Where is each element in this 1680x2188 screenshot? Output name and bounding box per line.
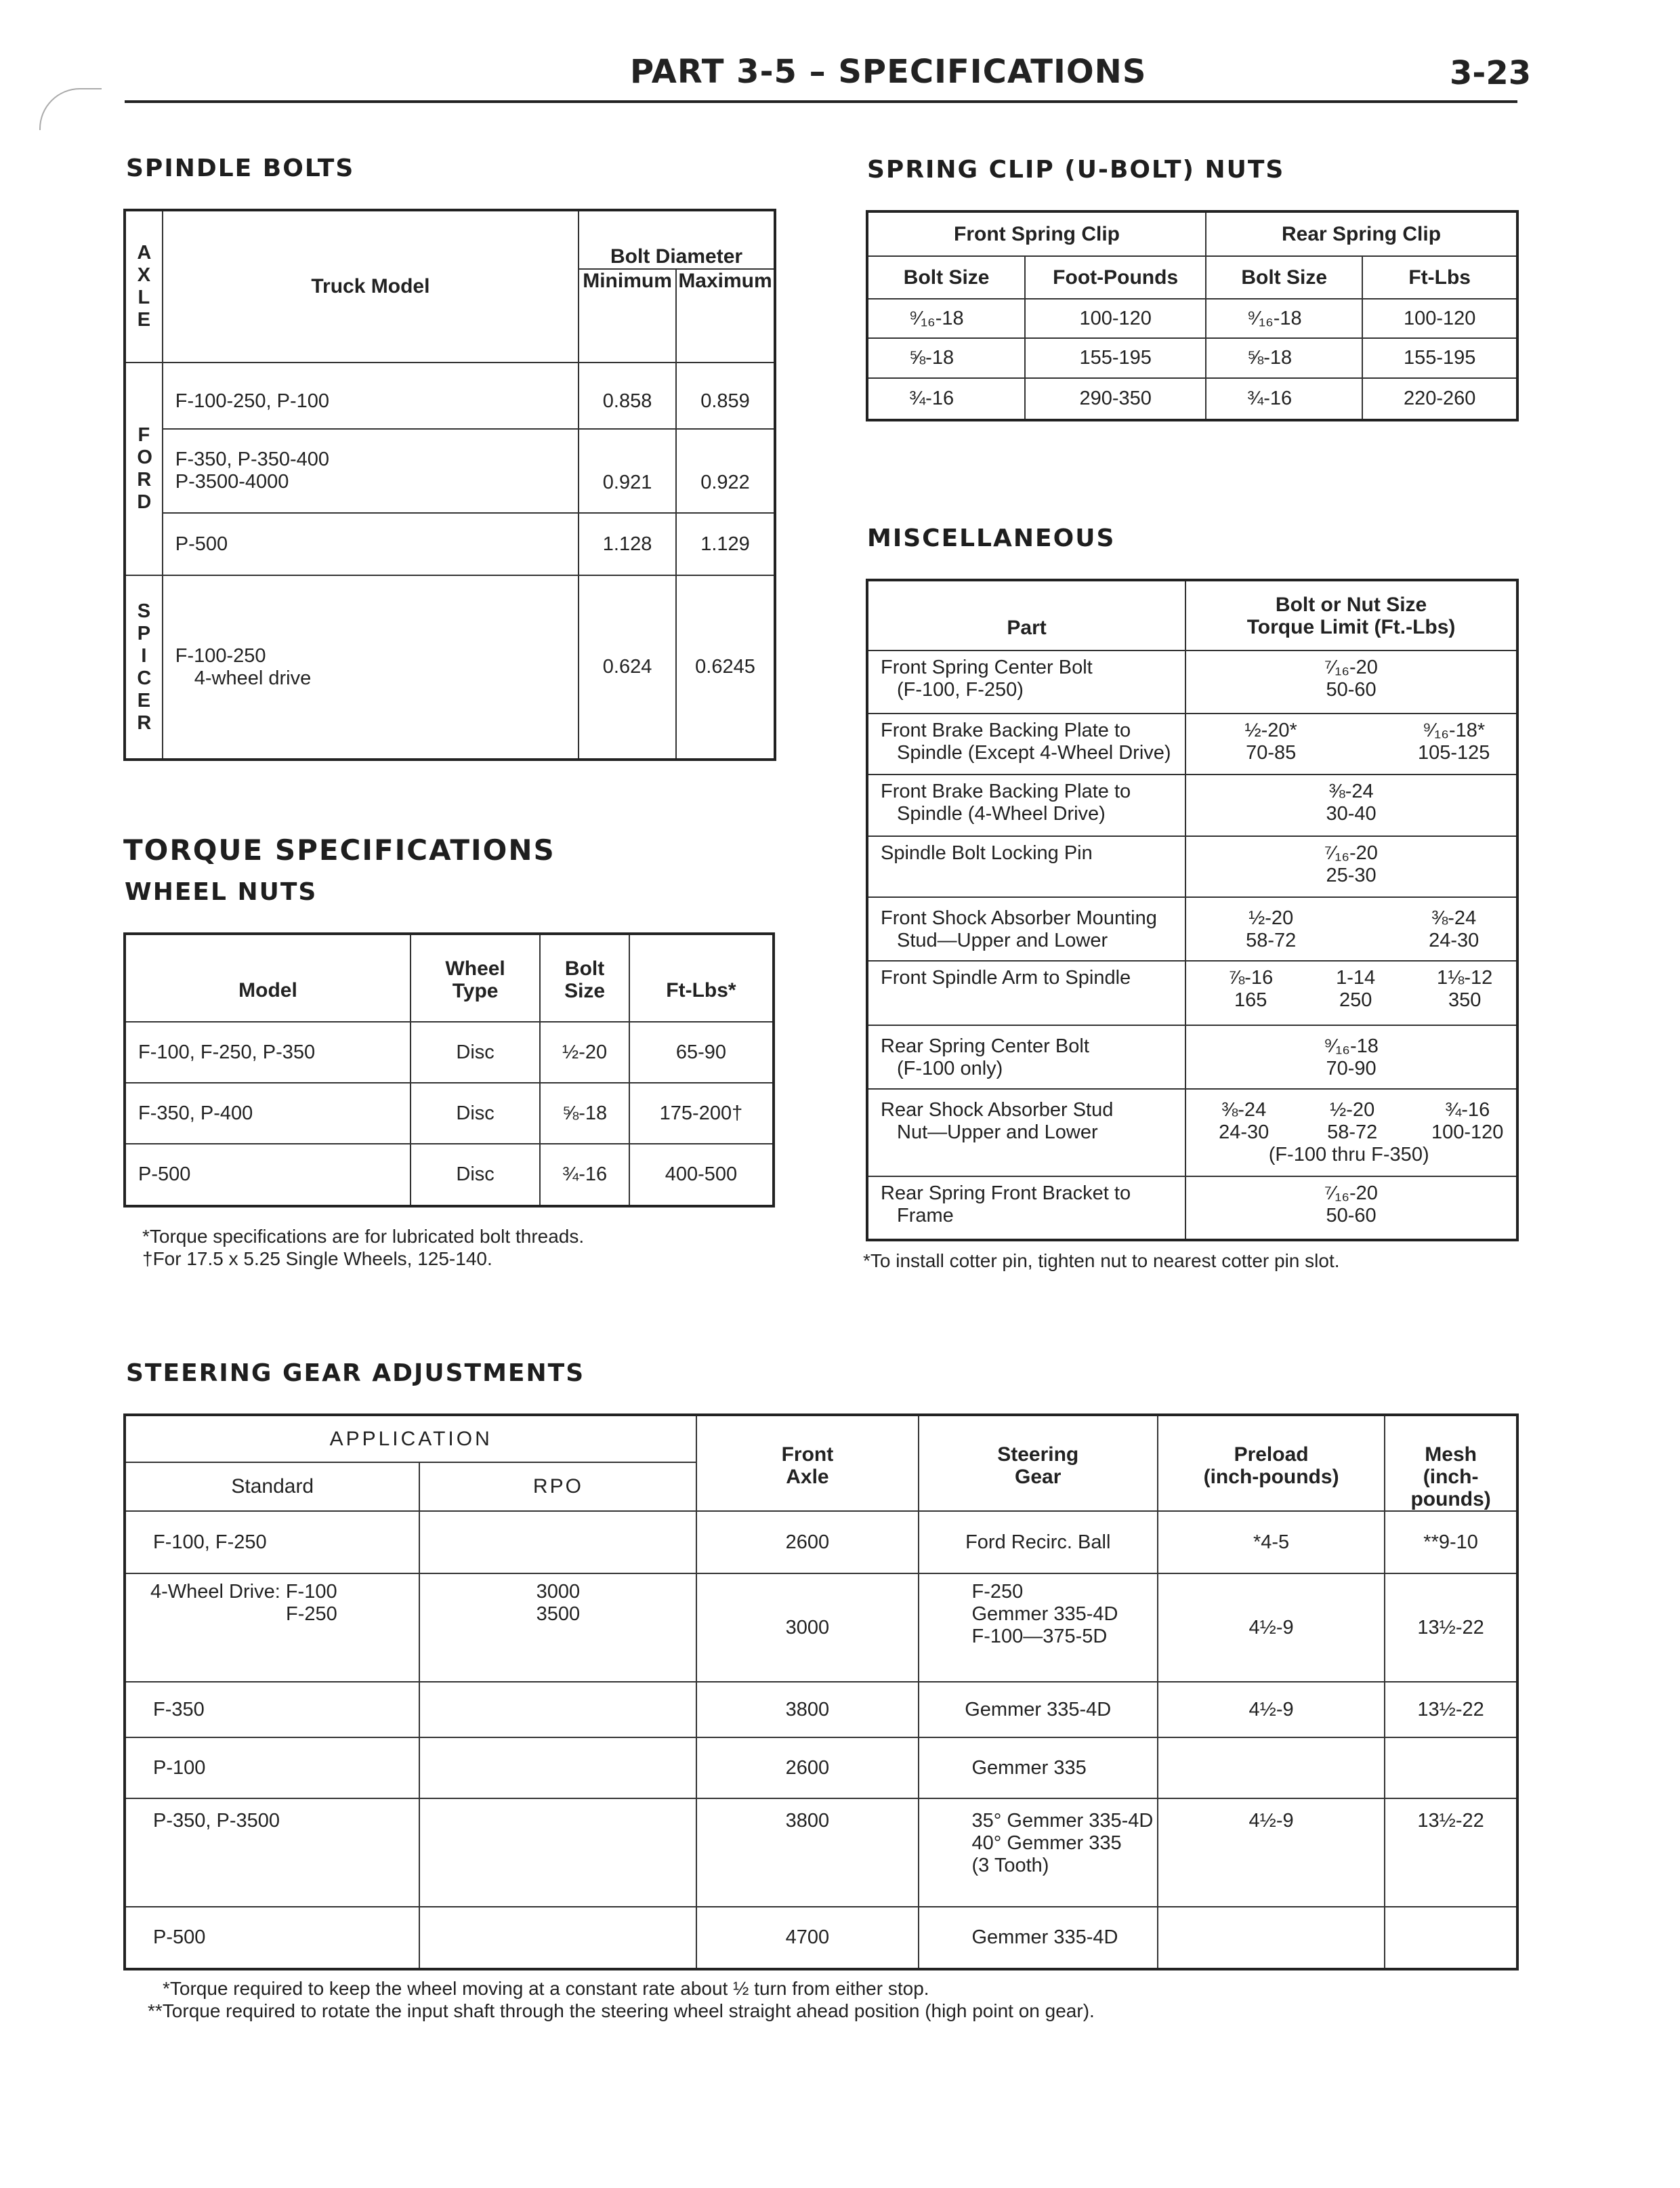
size-value: ⅞-16	[1228, 967, 1274, 989]
misc-part	[867, 651, 1185, 713]
header-line: Gear	[1015, 1466, 1062, 1488]
model-line: P-3500-4000	[175, 471, 289, 493]
size-value: ⁷⁄₁₆-20	[1324, 1182, 1378, 1204]
size-value: ⁷⁄₁₆-20	[1324, 842, 1378, 864]
miscellaneous-table	[866, 579, 1519, 1241]
part-line: Spindle Bolt Locking Pin	[881, 842, 1093, 864]
page-header-title: PART 3-5 – SPECIFICATIONS	[630, 53, 1147, 91]
part-line: Nut—Upper and Lower	[897, 1121, 1098, 1143]
header-line: Front	[781, 1443, 834, 1466]
steering-mesh: 13½-22	[1385, 1573, 1517, 1682]
page-number: 3-23	[1450, 54, 1532, 92]
steering-axle: 3800	[696, 1798, 918, 1907]
front-bolt-size: ⅝-18	[867, 338, 1025, 377]
misc-part	[867, 714, 1185, 775]
front-foot-pounds: 100-120	[1025, 299, 1206, 338]
misc-size	[1185, 1176, 1517, 1240]
mesh-header	[1385, 1415, 1517, 1511]
part-line: Rear Shock Absorber Stud	[881, 1099, 1114, 1121]
misc-size	[1185, 775, 1517, 835]
truck-model-header: Truck Model	[163, 210, 579, 363]
spindle-row-max: 1.129	[676, 513, 775, 575]
spicer-label: SPICER	[137, 600, 152, 734]
torque-value: 165	[1234, 989, 1267, 1012]
steering-axle: 3000	[696, 1573, 918, 1682]
misc-part	[867, 775, 1185, 835]
steering-gear: Gemmer 335-4D	[919, 1907, 1158, 1969]
wheel-nut-type: Disc	[411, 1083, 540, 1144]
wheel-nut-size: ¾-16	[540, 1144, 629, 1206]
steering-preload	[1158, 1907, 1385, 1969]
misc-size	[1185, 897, 1517, 961]
steering-axle: 3800	[696, 1682, 918, 1737]
size-value: 1-14	[1336, 967, 1376, 989]
spindle-row-model: F-100-250, P-100	[163, 363, 579, 429]
steering-preload: 4½-9	[1158, 1682, 1385, 1737]
torque-value: 50-60	[1326, 1204, 1377, 1226]
wheel-nut-model: P-500	[125, 1144, 411, 1206]
wheel-nut-size: ⅝-18	[540, 1083, 629, 1144]
part-line: Front Spindle Arm to Spindle	[881, 967, 1131, 989]
wheel-nut-size: ½-20	[540, 1022, 629, 1083]
steering-mesh	[1385, 1737, 1517, 1798]
misc-size	[1185, 961, 1517, 1025]
gear-line: (3 Tooth)	[971, 1855, 1049, 1876]
bolt-size-header: Bolt Size	[1206, 256, 1362, 298]
bolt-size-header: Bolt Size	[867, 256, 1025, 298]
torque-footnote: *Torque specifications are for lubricated bolt threads.	[142, 1226, 585, 1247]
gear-line: 40° Gemmer 335	[971, 1832, 1122, 1854]
size-value: 1⅛-12	[1437, 967, 1493, 989]
miscellaneous-title: MISCELLANEOUS	[867, 524, 1116, 552]
ftlbs-header: Ft-Lbs	[1362, 256, 1517, 298]
model-line: 4-wheel drive	[194, 667, 312, 689]
part-line: Front Brake Backing Plate to	[881, 781, 1131, 803]
part-line: (F-100 only)	[897, 1057, 1003, 1079]
header-line: Size	[564, 980, 606, 1002]
spindle-bolts-title: SPINDLE BOLTS	[126, 154, 355, 182]
model-line: F-350, P-350-400	[175, 449, 330, 470]
header-line: Preload	[1234, 1443, 1309, 1466]
rpo-header: RPO	[419, 1462, 696, 1511]
misc-part	[867, 836, 1185, 897]
size-value: ½-20	[1330, 1099, 1375, 1121]
spicer-vertical-label	[125, 575, 163, 760]
size-group	[1315, 967, 1396, 1012]
part-line: Spindle (Except 4-Wheel Drive)	[897, 741, 1171, 764]
part-line: Front Spring Center Bolt	[881, 657, 1093, 679]
steering-standard: F-350	[125, 1682, 419, 1737]
rear-spring-clip-header: Rear Spring Clip	[1206, 211, 1517, 256]
part-line: Frame	[897, 1204, 954, 1226]
rpo-value: 3000	[536, 1581, 581, 1603]
size-value: ⅜-24	[1221, 1099, 1267, 1121]
size-value: ¾-16	[1445, 1099, 1490, 1121]
header-line: (inch-pounds)	[1203, 1466, 1339, 1488]
gear-line: F-250	[971, 1581, 1024, 1603]
header-line: Wheel	[445, 957, 505, 980]
bolt-diameter-header: Bolt Diameter	[579, 210, 775, 269]
wheel-nut-ftlbs: 65-90	[629, 1022, 774, 1083]
spindle-row-model	[163, 429, 579, 513]
wheel-type-header	[411, 934, 540, 1022]
steering-rpo	[419, 1511, 696, 1573]
size-value: ⅜-24	[1328, 781, 1374, 803]
spring-clip-table	[866, 210, 1519, 421]
header-line: Mesh	[1425, 1443, 1477, 1466]
rear-ftlbs: 100-120	[1362, 299, 1517, 338]
spindle-row-max: 0.922	[676, 429, 775, 513]
steering-mesh: **9-10	[1385, 1511, 1517, 1573]
part-line: Stud—Upper and Lower	[897, 929, 1108, 951]
size-value: ½-20*	[1244, 719, 1297, 741]
size-group	[1423, 1099, 1511, 1144]
size-group	[1227, 720, 1315, 764]
gear-line: Gemmer 335-4D	[971, 1603, 1118, 1625]
size-group	[1227, 907, 1315, 952]
bolt-nut-size-header	[1185, 580, 1517, 651]
torque-value: 30-40	[1326, 803, 1377, 825]
steering-rpo	[419, 1573, 696, 1682]
spindle-row-min: 0.921	[579, 429, 676, 513]
misc-size	[1185, 714, 1517, 775]
standard-header: Standard	[125, 1462, 419, 1511]
ftlbs-header: Ft-Lbs*	[629, 934, 774, 1022]
header-line: Bolt or Nut Size	[1275, 593, 1427, 616]
steering-standard: P-350, P-3500	[125, 1798, 419, 1907]
steering-gear-title: STEERING GEAR ADJUSTMENTS	[126, 1359, 585, 1387]
size-group	[1206, 1099, 1281, 1144]
ford-vertical-label	[125, 363, 163, 575]
misc-part	[867, 897, 1185, 961]
steering-preload: *4-5	[1158, 1511, 1385, 1573]
steering-gear: Gemmer 335-4D	[919, 1682, 1158, 1737]
misc-part	[867, 1025, 1185, 1089]
spindle-row-min: 0.624	[579, 575, 676, 760]
misc-size	[1185, 1025, 1517, 1089]
front-bolt-size: ⁹⁄₁₆-18	[867, 299, 1025, 338]
spring-clip-title: SPRING CLIP (U-BOLT) NUTS	[867, 156, 1285, 184]
torque-footnote: †For 17.5 x 5.25 Single Wheels, 125-140.	[142, 1248, 492, 1269]
rear-bolt-size: ⅝-18	[1206, 338, 1362, 377]
rear-bolt-size: ¾-16	[1206, 378, 1362, 420]
application-header: APPLICATION	[125, 1415, 696, 1462]
part-line: Rear Spring Front Bracket to	[881, 1182, 1131, 1204]
standard-line: F-250	[286, 1603, 337, 1625]
part-line: (F-100, F-250)	[897, 679, 1024, 701]
axle-label: AXLE	[137, 242, 152, 331]
front-spring-clip-header: Front Spring Clip	[867, 211, 1206, 256]
misc-part	[867, 1089, 1185, 1176]
part-line: Front Brake Backing Plate to	[881, 719, 1131, 741]
steering-preload	[1158, 1737, 1385, 1798]
header-line: Steering	[997, 1443, 1079, 1466]
misc-part	[867, 961, 1185, 1025]
steering-axle: 2600	[696, 1511, 918, 1573]
steering-rpo	[419, 1798, 696, 1907]
header-line: Torque Limit (Ft.-Lbs)	[1246, 615, 1456, 638]
steering-gear-header	[919, 1415, 1158, 1511]
misc-part	[867, 1176, 1185, 1240]
steering-standard	[125, 1573, 419, 1682]
header-line: Bolt	[564, 957, 605, 980]
steering-axle: 2600	[696, 1737, 918, 1798]
wheel-nuts-table	[123, 932, 775, 1207]
bolt-size-header	[540, 934, 629, 1022]
steering-mesh	[1385, 1907, 1517, 1969]
model-line: F-100-250	[175, 644, 266, 667]
size-value: ½-20	[1248, 907, 1294, 929]
misc-size	[1185, 651, 1517, 713]
rear-ftlbs: 220-260	[1362, 378, 1517, 420]
misc-size	[1185, 836, 1517, 897]
torque-value: 24-30	[1219, 1121, 1269, 1143]
steering-footnote: **Torque required to rotate the input shaft through the steering wheel straight ahead position (high point on gear).	[148, 2000, 1095, 2021]
spindle-row-min: 1.128	[579, 513, 676, 575]
header-line: (inch-pounds)	[1410, 1466, 1491, 1510]
steering-gear	[919, 1573, 1158, 1682]
preload-header	[1158, 1415, 1385, 1511]
torque-value: 58-72	[1327, 1121, 1378, 1143]
ford-label: FORD	[137, 424, 152, 513]
spindle-row-model	[163, 575, 579, 760]
wheel-nut-model: F-100, F-250, P-350	[125, 1022, 411, 1083]
torque-value: 100-120	[1431, 1121, 1504, 1143]
rpo-value: 3500	[536, 1603, 581, 1625]
spindle-bolts-table	[123, 209, 776, 761]
part-header: Part	[867, 580, 1185, 651]
size-group	[1421, 967, 1509, 1012]
steering-rpo	[419, 1682, 696, 1737]
misc-size	[1185, 1089, 1517, 1176]
foot-pounds-header: Foot-Pounds	[1025, 256, 1206, 298]
steering-standard: P-100	[125, 1737, 419, 1798]
header-line: Axle	[786, 1466, 829, 1488]
torque-value: 105-125	[1417, 741, 1490, 764]
rear-bolt-size: ⁹⁄₁₆-18	[1206, 299, 1362, 338]
wheel-nuts-title: WHEEL NUTS	[125, 878, 318, 906]
misc-footnote: *To install cotter pin, tighten nut to nearest cotter pin slot.	[863, 1250, 1340, 1271]
header-rule	[125, 100, 1517, 103]
torque-value: 50-60	[1326, 679, 1377, 701]
steering-axle: 4700	[696, 1907, 918, 1969]
torque-value: 58-72	[1246, 929, 1297, 951]
front-axle-header	[696, 1415, 918, 1511]
wheel-nut-type: Disc	[411, 1144, 540, 1206]
wheel-nut-type: Disc	[411, 1022, 540, 1083]
spindle-row-min: 0.858	[579, 363, 676, 429]
axle-vertical-label	[125, 210, 163, 363]
torque-specifications-title: TORQUE SPECIFICATIONS	[123, 833, 555, 867]
torque-value: 25-30	[1326, 864, 1377, 886]
header-line: Type	[452, 980, 499, 1002]
torque-value: 24-30	[1429, 929, 1479, 951]
front-bolt-size: ¾-16	[867, 378, 1025, 420]
size-group	[1403, 720, 1505, 764]
size-value: ⅜-24	[1431, 907, 1477, 929]
wheel-nut-ftlbs: 175-200†	[629, 1083, 774, 1144]
model-header: Model	[125, 934, 411, 1022]
wheel-nut-model: F-350, P-400	[125, 1083, 411, 1144]
steering-rpo	[419, 1907, 696, 1969]
maximum-header: Maximum	[676, 269, 775, 363]
steering-rpo	[419, 1737, 696, 1798]
front-foot-pounds: 155-195	[1025, 338, 1206, 377]
size-value: ⁹⁄₁₆-18*	[1423, 719, 1486, 741]
part-line: Front Shock Absorber Mounting	[881, 907, 1157, 929]
gear-line: 35° Gemmer 335-4D	[971, 1810, 1154, 1832]
steering-standard: F-100, F-250	[125, 1511, 419, 1573]
steering-gear: Ford Recirc. Ball	[919, 1511, 1158, 1573]
steering-mesh: 13½-22	[1385, 1798, 1517, 1907]
rear-ftlbs: 155-195	[1362, 338, 1517, 377]
size-group	[1403, 907, 1505, 952]
scan-corner-mark	[39, 88, 102, 130]
front-foot-pounds: 290-350	[1025, 378, 1206, 420]
steering-gear-table	[123, 1413, 1519, 1970]
steering-gear: Gemmer 335	[919, 1737, 1158, 1798]
torque-value: 250	[1339, 989, 1372, 1012]
steering-standard: P-500	[125, 1907, 419, 1969]
steering-preload: 4½-9	[1158, 1573, 1385, 1682]
spindle-row-max: 0.859	[676, 363, 775, 429]
torque-value: 70-90	[1326, 1057, 1377, 1079]
size-value: ⁹⁄₁₆-18	[1324, 1035, 1379, 1057]
steering-footnote: *Torque required to keep the wheel moving at a constant rate about ½ turn from either stop.	[163, 1978, 929, 1999]
torque-value: 70-85	[1246, 741, 1297, 764]
standard-line: 4-Wheel Drive: F-100	[150, 1581, 337, 1603]
gear-line: F-100—375-5D	[971, 1626, 1108, 1647]
steering-gear	[919, 1798, 1158, 1907]
size-group	[1213, 967, 1288, 1012]
steering-preload: 4½-9	[1158, 1798, 1385, 1907]
wheel-nut-ftlbs: 400-500	[629, 1144, 774, 1206]
size-group	[1315, 1099, 1389, 1144]
torque-value: 350	[1448, 989, 1482, 1012]
part-line: Rear Spring Center Bolt	[881, 1035, 1089, 1057]
minimum-header: Minimum	[579, 269, 676, 363]
range-note: (F-100 thru F-350)	[1268, 1144, 1429, 1165]
size-value: ⁷⁄₁₆-20	[1324, 657, 1378, 679]
part-line: Spindle (4-Wheel Drive)	[897, 803, 1106, 825]
steering-mesh: 13½-22	[1385, 1682, 1517, 1737]
spindle-row-model: P-500	[163, 513, 579, 575]
spindle-row-max: 0.6245	[676, 575, 775, 760]
